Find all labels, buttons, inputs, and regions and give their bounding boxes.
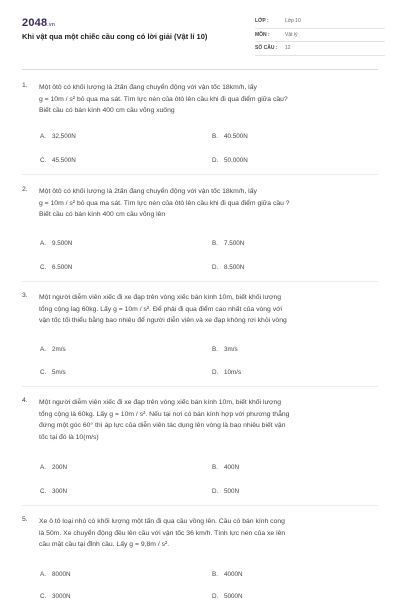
meta-row-count — [255, 42, 385, 56]
option-text: 9.500N — [52, 240, 73, 247]
option-text: 8.500N — [224, 264, 245, 271]
option-c[interactable] — [40, 593, 71, 600]
option-letter: C. — [40, 264, 47, 271]
question-divider — [22, 281, 378, 282]
option-text: 2m/s — [52, 346, 66, 353]
option-c[interactable] — [40, 157, 76, 164]
option-letter: C. — [40, 488, 47, 495]
question-text — [39, 292, 382, 327]
option-text: 400N — [224, 464, 240, 471]
option-b[interactable] — [212, 464, 239, 471]
question-line: g = 10m / s² bỏ qua ma sát. Tìm lực nén của ôtô lên cầu khi đi qua điểm giữa cầu? — [39, 95, 288, 103]
meta-row-subject — [255, 29, 385, 43]
option-d[interactable] — [212, 488, 239, 495]
option-a[interactable] — [40, 133, 76, 140]
logo-suffix: .vn — [47, 22, 56, 28]
option-b[interactable] — [212, 133, 248, 140]
question-text — [39, 516, 382, 551]
option-d[interactable] — [212, 593, 243, 600]
option-a[interactable] — [40, 240, 72, 247]
question-number: 5. — [22, 516, 28, 523]
option-b[interactable] — [212, 346, 238, 353]
page-title: Khi vật qua một chiếc cầu cong có lời giải (Vật lí 10) — [22, 32, 208, 41]
option-text: 3000N — [52, 593, 71, 600]
meta-label: SỐ CÂU : — [255, 45, 278, 52]
option-a[interactable] — [40, 346, 66, 353]
option-text: 50.000N — [224, 157, 248, 164]
option-a[interactable] — [40, 464, 67, 471]
option-text: 5000N — [224, 593, 243, 600]
option-text: 45.500N — [52, 157, 76, 164]
question-number: 4. — [22, 397, 28, 404]
question-text — [39, 186, 382, 221]
option-text: 7.500N — [224, 240, 245, 247]
question-line: đứng một góc 60° thì áp lực của diễn viên tác dụng lên vòng là bao nhiêu biết vận — [39, 422, 286, 429]
meta-value: 12 — [285, 45, 291, 52]
site-logo[interactable] — [22, 17, 55, 29]
meta-label: LỚP : — [255, 18, 269, 25]
option-letter: D. — [212, 264, 219, 271]
option-c[interactable] — [40, 264, 72, 271]
option-letter: C. — [40, 593, 47, 600]
option-c[interactable] — [40, 369, 66, 376]
option-letter: B. — [212, 571, 218, 578]
option-d[interactable] — [212, 157, 248, 164]
question-line: Biết cầu có bán kính 400 cm cầu võng xuống — [39, 107, 175, 114]
option-text: 500N — [224, 488, 240, 495]
option-letter: A. — [40, 464, 46, 471]
question-line: tốc tại đó là 10(m/s) — [39, 433, 99, 441]
option-letter: A. — [40, 240, 46, 247]
option-text: 5m/s — [52, 369, 66, 376]
question-line: Một người diễm viên xiếc đi xe đạp trên vòng xiếc bán kính 10m, biết khối lượng — [39, 294, 282, 301]
question-line: tổng cộng lag 60kg. Lấy g = 10m / s². Để phải đi qua điểm cao nhất của vòng với — [39, 305, 283, 313]
logo-text: 2048 — [22, 17, 48, 29]
quiz-meta — [255, 15, 385, 56]
option-text: 4000N — [224, 571, 243, 578]
option-letter: D. — [212, 488, 219, 495]
option-letter: A. — [40, 571, 46, 578]
question-line: Một ôtô có khối lượng là 2tấn đang chuyển động với vận tốc 18km/h, lấy — [39, 84, 257, 91]
option-d[interactable] — [212, 369, 241, 376]
option-c[interactable] — [40, 488, 67, 495]
question-divider — [22, 505, 378, 506]
question-number: 2. — [22, 186, 28, 193]
option-b[interactable] — [212, 571, 243, 578]
option-letter: D. — [212, 157, 219, 164]
question-divider — [22, 386, 378, 387]
question-line: tổng cộng là 60kg. Lấy g = 10m / s². Nếu tại nơi có bán kính hợp với phương thẳng — [39, 410, 290, 418]
page-header — [0, 0, 400, 70]
meta-row-class — [255, 15, 385, 29]
option-letter: B. — [212, 346, 218, 353]
question-line: Một ôtô có khối lượng là 2tấn đang chuyển động với vận tốc 18km/h, lấy — [39, 188, 257, 195]
question-number: 1. — [22, 82, 28, 89]
option-text: 200N — [52, 464, 68, 471]
option-b[interactable] — [212, 240, 244, 247]
question-text — [39, 397, 382, 443]
option-letter: B. — [212, 133, 218, 140]
option-text: 3m/s — [224, 346, 238, 353]
option-text: 6.500N — [52, 264, 73, 271]
option-d[interactable] — [212, 264, 244, 271]
question-divider — [22, 174, 378, 175]
option-text: 40.500N — [224, 133, 248, 140]
question-line: là 50m. Xe chuyển động đều lên cầu với vận tốc 36 km/h. Tính lực nén của xe lên — [39, 529, 286, 537]
meta-label: MÔN : — [255, 31, 270, 38]
question-line: Biết cầu có bán kính 400 cm cầu võng lên — [39, 211, 166, 218]
option-letter: A. — [40, 133, 46, 140]
option-letter: D. — [212, 369, 219, 376]
option-text: 32.500N — [52, 133, 76, 140]
option-a[interactable] — [40, 571, 71, 578]
question-text — [39, 82, 382, 117]
meta-value: Vật lý — [285, 31, 298, 38]
meta-value: Lớp 10 — [285, 18, 301, 25]
option-letter: B. — [212, 464, 218, 471]
question-line: vận tốc tối thiểu bằng bao nhiêu để người diễn viên và xe đạp không rơi khỏi vòng — [39, 317, 287, 324]
question-line: cầu mặt cầu tại đỉnh cầu. Lấy g = 9,8m / s². — [39, 541, 170, 548]
option-text: 8000N — [52, 571, 71, 578]
question-line: Một người diễm viên xiếc đi xe đạp trên vòng xiếc bán kính 10m, biết khối lượng — [39, 399, 282, 406]
question-number: 3. — [22, 292, 28, 299]
option-letter: A. — [40, 346, 46, 353]
option-letter: C. — [40, 369, 47, 376]
option-letter: D. — [212, 593, 219, 600]
option-letter: B. — [212, 240, 218, 247]
option-text: 300N — [52, 488, 68, 495]
option-letter: C. — [40, 157, 47, 164]
header-divider — [22, 69, 378, 70]
option-text: 10m/s — [224, 369, 242, 376]
question-line: Xe ô tô loại nhỏ có khối lượng một tấn đi qua cầu vồng lên. Cầu có bán kính cong — [39, 518, 285, 525]
question-line: g = 10m / s² bỏ qua ma sát. Tìm lực nén của ôtô lên cầu khi đi qua điểm giữa cầu ? — [39, 199, 290, 207]
